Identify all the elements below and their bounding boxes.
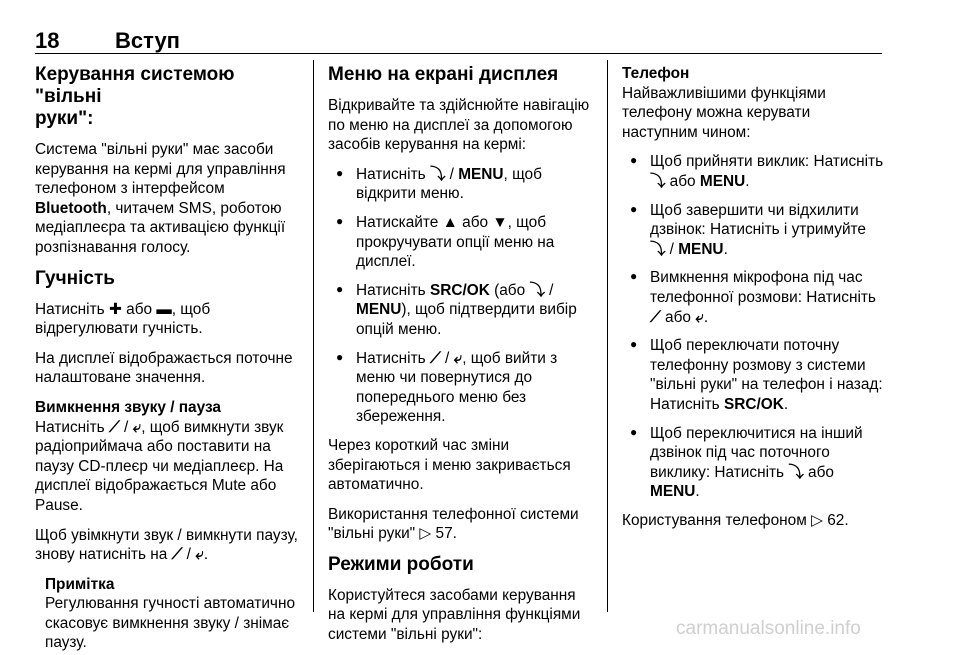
mute-icon: ⟋ xyxy=(650,308,661,326)
phone-icon: ⤵ xyxy=(788,463,804,481)
list-item: ● Натисніть ⟋ / ⤶, щоб вийти з меню чи повернутися до попереднього меню без збереження. xyxy=(328,349,596,427)
list-item: ● Щоб прийняти виклик: Натисніть ⤵ або MENU. xyxy=(622,152,884,191)
crossref-paragraph: Користування телефоном ▷ 62. xyxy=(622,511,849,529)
phone-icon: ⤵ xyxy=(650,240,666,258)
menu-intro-paragraph: Відкривайте та здійснюйте навігацію по меню на дисплеї за допомогою засобів керування на кермі: xyxy=(328,97,590,154)
back-icon: ⤶ xyxy=(453,349,463,367)
reference-arrow-icon: ▷ xyxy=(419,525,432,543)
list-item: ● Натискайте ▲ або ▼, щоб прокручувати опції меню на дисплеї. xyxy=(328,213,596,272)
phone-list xyxy=(622,152,884,502)
back-icon: ⤶ xyxy=(695,308,704,326)
unmute-paragraph: Щоб увімкнути звук / вимкнути паузу, знову натисніть на ⟋ / ⤶. xyxy=(35,526,298,564)
section-heading-menu: Меню на екрані дисплея xyxy=(328,64,559,85)
header-divider xyxy=(35,53,882,54)
section-heading-handsfree: Керування системою "вільні руки": xyxy=(35,64,235,129)
column-2 xyxy=(328,64,596,655)
phone-icon: ⤵ xyxy=(529,281,545,299)
phone-icon: ⤵ xyxy=(650,172,666,190)
list-item: ● Натисніть SRC/OK (або ⤵ / MENU), щоб підтвердити вибір опцій меню. xyxy=(328,281,596,340)
phone-intro-paragraph: Найважливішими функціями телефону можна керувати наступним чином: xyxy=(622,84,826,141)
crossref-paragraph: Використання телефонної системи "вільні руки" ▷ 57. xyxy=(328,505,579,543)
plus-icon: ✚ xyxy=(108,300,122,318)
back-icon: ⤶ xyxy=(132,418,142,436)
bluetooth-term: Bluetooth xyxy=(35,199,107,217)
menu-list xyxy=(328,165,596,427)
note-text: Регулювання гучності автоматично скасовує вимкнення звуку / знімає паузу. xyxy=(45,595,295,652)
subheading-phone: Телефон xyxy=(622,65,690,82)
note-box xyxy=(35,575,301,653)
mute-icon: ⟋ xyxy=(171,546,183,564)
list-item: ● Вимкнення мікрофона під час телефонної розмови: Натисніть ⟋ або ⤶. xyxy=(622,268,884,327)
list-item: ● Натисніть ⤵ / MENU, щоб відкрити меню. xyxy=(328,165,596,204)
watermark: carmanualsonline.info xyxy=(676,618,861,639)
auto-close-paragraph: Через короткий час зміни зберігаються і меню закривається автоматично. xyxy=(328,436,571,494)
reference-arrow-icon: ▷ xyxy=(811,511,823,529)
list-item: ● Щоб завершити чи відхилити дзвінок: Натисніть і утримуйте ⤵ / MENU. xyxy=(622,201,884,260)
note-title: Примітка xyxy=(45,575,115,593)
up-arrow-icon: ▲ xyxy=(442,213,458,231)
column-1 xyxy=(35,64,301,653)
volume-display-paragraph: На дисплеї відображається поточне налаштоване значення. xyxy=(35,349,293,387)
intro-paragraph: Система "вільні руки" має засоби керування на кермі для управління телефоном з інтерфейсом Bluetooth, читачем SMS, роботою медіаплеєра та активацією функції розпізнавання голосу. xyxy=(35,141,286,256)
list-item: ● Щоб переключати поточну телефонну розмову з системи "вільні руки" на телефон і назад: Натисніть SRC/OK. xyxy=(622,336,884,414)
volume-paragraph: Натисніть ✚ або ▬, щоб відрегулювати гучність. xyxy=(35,300,211,338)
column-3 xyxy=(622,64,884,540)
subheading-mute: Вимкнення звуку / пауза xyxy=(35,398,221,416)
down-arrow-icon: ▼ xyxy=(492,213,508,231)
phone-icon: ⤵ xyxy=(429,165,446,183)
back-icon: ⤶ xyxy=(195,546,204,564)
page-title: Вступ xyxy=(115,28,180,53)
section-heading-volume: Гучність xyxy=(35,267,115,289)
column-divider-1 xyxy=(313,60,314,612)
list-item: ● Щоб переключитися на інший дзвінок під час поточного виклику: Натисніть ⤵ або MENU. xyxy=(622,424,884,502)
modes-paragraph: Користуйтеся засобами керування на кермі для управління функціями системи "вільні руки": xyxy=(328,586,581,644)
page-number: 18 xyxy=(35,28,60,53)
mute-paragraph: Натисніть ⟋ / ⤶, щоб вимкнути звук радіоприймача або поставити на паузу CD-плеєр чи медіаплеєр. На дисплеї відображається Mute або Pause. xyxy=(35,418,284,514)
minus-icon: ▬ xyxy=(156,300,172,318)
column-divider-2 xyxy=(607,60,608,612)
section-heading-modes: Режими роботи xyxy=(328,553,474,575)
mute-icon: ⟋ xyxy=(429,349,441,367)
mute-icon: ⟋ xyxy=(108,418,120,436)
